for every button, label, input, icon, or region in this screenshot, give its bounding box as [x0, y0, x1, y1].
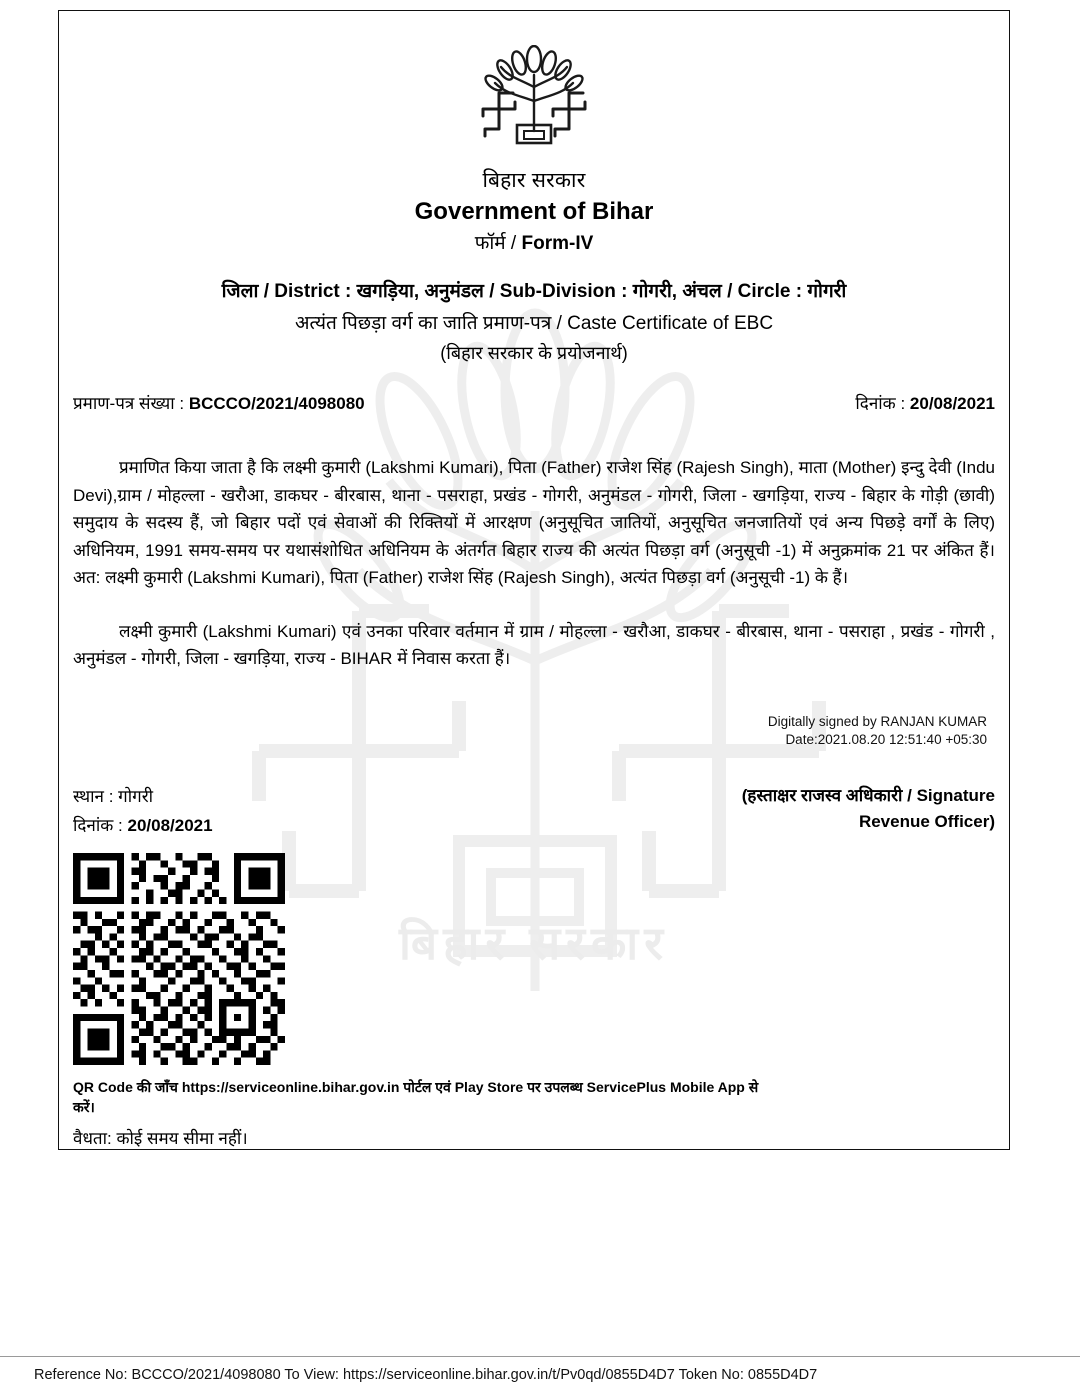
reference-footer: Reference No: BCCCO/2021/4098080 To View: https://serviceonline.bihar.gov.in/t/Pv0qd/0855D4D7 Token No: 0855D4D7 — [34, 1367, 818, 1383]
certificate-date-label: दिनांक : — [855, 394, 910, 413]
certificate-meta-row — [73, 391, 995, 414]
digital-signature-line-2: Date:2021.08.20 12:51:40 +05:30 — [785, 731, 987, 747]
signature-caption-line-2: Revenue Officer) — [858, 811, 995, 831]
certificate-date-value: 20/08/2021 — [909, 394, 995, 413]
certificate-number-label: प्रमाण-पत्र संख्या : — [73, 394, 189, 413]
qr-code-note: QR Code की जाँच https://serviceonline.bihar.gov.in पोर्टल एवं Play Store पर उपलब्ध ServicePlus Mobile App से करें। — [73, 1078, 759, 1116]
signature-caption-line-1: (हस्ताक्षर राजस्व अधिकारी / Signature — [741, 786, 995, 806]
state-name-hindi: बिहार सरकार — [482, 169, 586, 192]
signature-caption — [742, 783, 995, 834]
certificate-date-block — [855, 391, 995, 414]
form-line — [73, 229, 995, 255]
validity-note: वैधता: कोई समय सीमा नहीं। — [73, 1128, 248, 1148]
digital-signature-info — [73, 713, 995, 749]
digital-signature-line-1: Digitally signed by RANJAN KUMAR — [767, 713, 987, 729]
form-label: फॉर्म / — [474, 233, 522, 254]
certificate-paragraph-1: प्रमाणित किया जाता है कि लक्ष्मी कुमारी (Lakshmi Kumari), पिता (Father) राजेश सिंह (Rajesh Singh), माता (Mother) इन्दु देवी (Indu Devi),ग्राम / मोहल्ला - खरौआ, डाकघर - बीरबास, थाना - पसराहा, प्रखंड - गोगरी, अनुमंडल - गोगरी, जिला - खगड़िया, राज्य - बिहार के गोड़ी (छावी) समुदाय के सदस्य हैं, जो बिहार पदों एवं सेवाओं की रिक्तियों में आरक्षण (अनुसूचित जातियों, अनुसूचित जनजातियों एवं अन्य पिछड़े वर्गों के लिए) अधिनियम, 1991 समय-समय पर यथासंशोधित अधिनियम के अंतर्गत बिहार राज्य की अत्यंत पिछड़ा वर्ग (अनुसूची -1) में अनुक्रमांक 21 पर अंकित हैं। अत: लक्ष्मी कुमारी (Lakshmi Kumari), पिता (Father) राजेश सिंह (Rajesh Singh), अत्यंत पिछड़ा वर्ग (अनुसूची -1) के हैं। — [73, 458, 995, 588]
certificate-paragraph-2: लक्ष्मी कुमारी (Lakshmi Kumari) एवं उनका परिवार वर्तमान में ग्राम / मोहल्ला - खरौआ, डाकघर - बीरबास, थाना - पसराहा , प्रखंड - गोगरी , अनुमंडल - गोगरी, जिला - खगड़िया, राज्य - BIHAR में निवास करता हैं। — [73, 621, 995, 669]
certificate-number-value: BCCCO/2021/4098080 — [188, 394, 365, 413]
form-value: Form-IV — [521, 233, 594, 254]
state-emblem-icon — [469, 45, 599, 154]
place-line — [73, 783, 213, 812]
certificate-page — [58, 10, 1010, 1150]
state-name-english: Government of Bihar — [414, 198, 654, 225]
footer-divider — [0, 1356, 1080, 1357]
footer-date-label: दिनांक : — [73, 816, 128, 836]
qr-code-container — [73, 853, 995, 1065]
district-line: जिला / District : खगड़िया, अनुमंडल / Sub-Division : गोगरी, अंचल / Circle : गोगरी — [221, 281, 847, 302]
watermark-text: बिहार सरकार — [398, 917, 670, 969]
footer-date-line — [73, 812, 213, 841]
qr-code-icon — [73, 853, 285, 1065]
place-date-block — [73, 783, 213, 841]
caste-certificate-title: अत्यंत पिछड़ा वर्ग का जाति प्रमाण-पत्र / Caste Certificate of EBC — [294, 313, 774, 334]
certificate-number-block — [73, 391, 365, 414]
purpose-line: (बिहार सरकार के प्रयोजनार्थ) — [440, 343, 628, 363]
footer-row — [73, 783, 995, 841]
place-label: स्थान : — [73, 787, 119, 807]
footer-date-value: 20/08/2021 — [127, 816, 213, 836]
emblem-container — [73, 11, 995, 154]
place-value: गोगरी — [118, 787, 154, 807]
